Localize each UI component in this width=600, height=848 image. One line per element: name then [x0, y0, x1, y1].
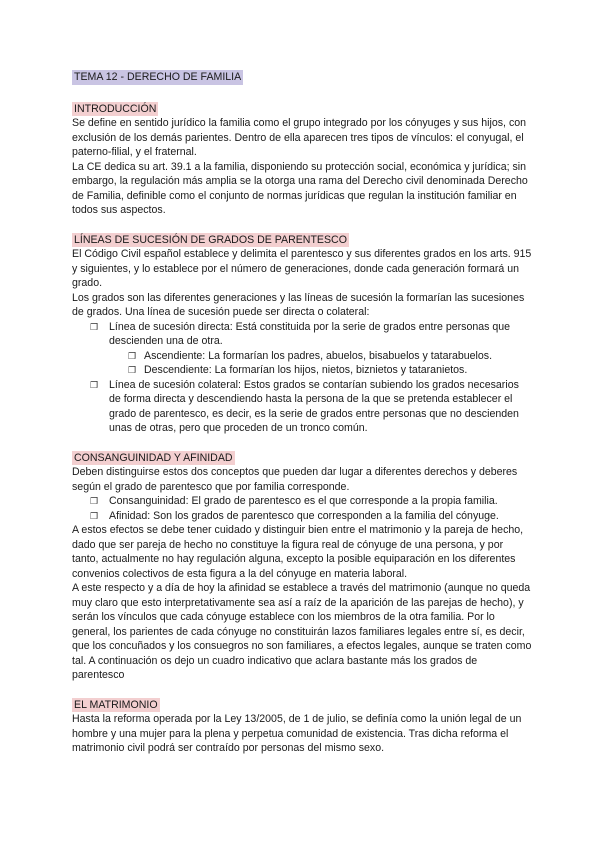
list-lineas — [72, 320, 532, 436]
paragraph: Hasta la reforma operada por la Ley 13/2005, de 1 de julio, se definía como la unión legal de un hombre y una mujer para la plena y perpetua comunidad de existencia. Tras dicha reforma el matrimonio civil podrá ser contraído por personas del mismo sexo. — [72, 713, 522, 754]
section-heading-matrimonio: EL MATRIMONIO — [74, 698, 158, 711]
checkbox-bullet-icon: ❒ — [90, 496, 99, 506]
list-item-text: Ascendiente: La formarían los padres, abuelos, bisabuelos y tatarabuelos. — [144, 349, 493, 362]
checkbox-bullet-icon: ❒ — [128, 350, 137, 361]
checkbox-bullet-icon: ❒ — [90, 321, 99, 332]
paragraph: El Código Civil español establece y delimita el parentesco y sus diferentes grados en los arts. 915 y siguientes, y lo establece por el número de generaciones, donde cada generación formará un grado. — [72, 248, 532, 289]
section-matrimonio — [72, 698, 532, 756]
checkbox-bullet-icon: ❒ — [90, 510, 99, 521]
document-body — [72, 70, 532, 756]
list-item — [72, 320, 532, 349]
section-heading-consanguinidad: CONSANGUINIDAD Y AFINIDAD — [74, 451, 233, 464]
section-consanguinidad — [72, 451, 532, 683]
list-subitem — [72, 363, 532, 378]
list-item-text: Línea de sucesión colateral: Estos grados se contarían subiendo los grados necesarios de forma directa y descendiendo hasta la persona de la que se pretenda establecer el grado de parentesco, es decir, es la serie de grados entre personas que no descienden unas de otras, pero que proceden de un tronco común. — [109, 378, 519, 434]
section-lineas-sucesion — [72, 233, 532, 436]
list-item-text: Afinidad: Son los grados de parentesco que corresponden a la familia del cónyuge. — [109, 509, 499, 522]
list-item — [72, 494, 532, 509]
paragraph: A estos efectos se debe tener cuidado y distinguir bien entre el matrimonio y la pareja de hecho, dado que ser pareja de hecho no constituye la figura real de cónyuge de una persona, y por tanto, actualmente no hay regulación alguna, excepto la posible equiparación en los diferentes convenios colectivos de esta figura a la del cónyuge en materia laboral. — [72, 524, 524, 580]
section-heading-lineas-sucesion: LÍNEAS DE SUCESIÓN DE GRADOS DE PARENTESCO — [74, 233, 347, 246]
paragraph: Deben distinguirse estos dos conceptos que pueden dar lugar a diferentes derechos y deberes según el grado de parentesco que por familia corresponde. — [72, 466, 518, 493]
list-item-text: Consanguinidad: El grado de parentesco es el que corresponde a la propia familia. — [109, 495, 498, 507]
section-heading-introduccion: INTRODUCCIÓN — [74, 102, 157, 115]
checkbox-bullet-icon: ❒ — [128, 365, 137, 375]
document-title: TEMA 12 - DERECHO DE FAMILIA — [74, 71, 242, 83]
paragraph: A este respecto y a día de hoy la afinidad se establece a través del matrimonio (aunque no queda muy claro que esto interpretativamente sea así a raíz de la aparición de las parejas de hecho), y serán los vínculos que cada cónyuge establece con los miembros de la otra familia. Por lo general, los parientes de cada cónyuge no constituirán lazos familiares legales entre sí, es decir, que los concuñados y los consuegros no son familiares, a efectos legales, aunque se traten como tal. A continuación os dejo un cuadro indicativo que aclara bastante más los grados de parentesco — [72, 582, 532, 681]
list-item — [72, 509, 532, 524]
list-item-text: Descendiente: La formarían los hijos, nietos, biznietos y tataranietos. — [144, 364, 468, 376]
paragraph: Se define en sentido jurídico la familia como el grupo integrado por los cónyuges y sus hijos, con exclusión de los demás parientes. Dentro de ella aparecen tres tipos de vínculos: el conyugal, el paterno-filial, y el fraternal. — [72, 117, 527, 158]
list-item-text: Línea de sucesión directa: Está constituida por la serie de grados entre personas que descienden una de otra. — [109, 320, 511, 347]
list-subitem — [72, 349, 532, 364]
checkbox-bullet-icon: ❒ — [90, 379, 99, 390]
section-introduccion — [72, 102, 532, 218]
document-title-row — [72, 70, 532, 85]
paragraph: La CE dedica su art. 39.1 a la familia, disponiendo su protección social, económica y jurídica; sin embargo, la regulación más amplia se la otorga una rama del Derecho civil denominada Derecho de Familia, definible como el conjunto de normas jurídicas que regulan la institución familiar en todos sus aspectos. — [72, 160, 528, 216]
list-item — [72, 378, 532, 436]
paragraph: Los grados son las diferentes generaciones y las líneas de sucesión la formarían las sucesiones de grados. Una línea de sucesión puede ser directa o colateral: — [72, 291, 525, 318]
list-consanguinidad — [72, 494, 532, 523]
